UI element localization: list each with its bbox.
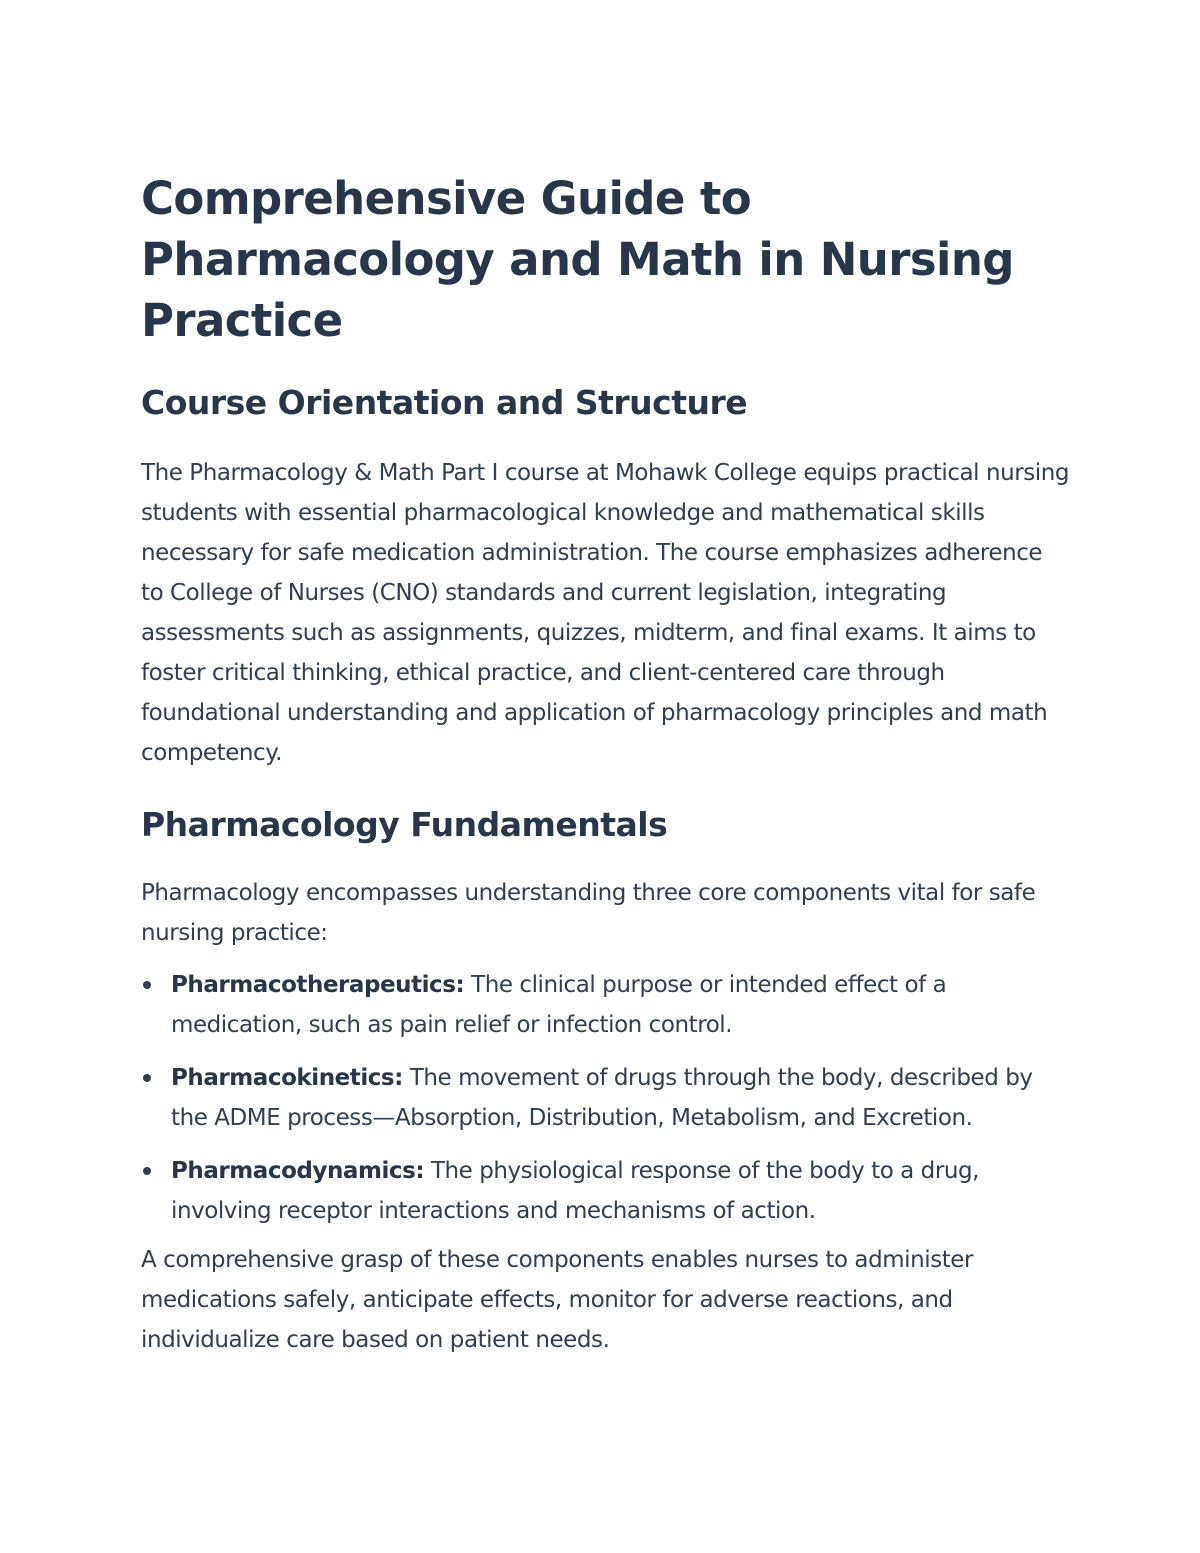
list-item-pharmacokinetics (141, 1058, 1071, 1138)
bullet-icon (143, 1167, 151, 1175)
bullet-icon (143, 981, 151, 989)
list-item-pharmacotherapeutics (141, 965, 1071, 1045)
list-item-term: Pharmacokinetics: (171, 1065, 403, 1091)
list-item-text: The physiological response of the body to a drug, involving receptor interactions and mechanisms of action. (171, 1158, 979, 1224)
pharmacology-components-list (141, 965, 1071, 1231)
bullet-icon (143, 1074, 151, 1082)
pharmacology-intro-paragraph: Pharmacology encompasses understanding three core components vital for safe nursing practice: (141, 880, 1036, 946)
course-orientation-paragraph: The Pharmacology & Math Part I course at Mohawk College equips practical nursing students with essential pharmacological knowledge and mathematical skills necessary for safe medication administration. The course emphasizes adherence to College of Nurses (CNO) standards and current legislation, integrating assessments such as assignments, quizzes, midterm, and final exams. It aims to foster critical thinking, ethical practice, and client-centered care through foundational understanding and application of pharmacology principles and math competency. (141, 460, 1069, 766)
pharmacology-closing-paragraph: A comprehensive grasp of these components enables nurses to administer medications safely, anticipate effects, monitor for adverse reactions, and individualize care based on patient needs. (141, 1247, 973, 1353)
list-item-text: The clinical purpose or intended effect of a medication, such as pain relief or infection control. (171, 972, 947, 1038)
list-item-term: Pharmacodynamics: (171, 1158, 425, 1184)
section-heading-course-orientation: Course Orientation and Structure (141, 383, 748, 422)
document-title: Comprehensive Guide to Pharmacology and Math in Nursing Practice (141, 172, 1014, 347)
list-item-term: Pharmacotherapeutics: (171, 972, 465, 998)
list-item-text: The movement of drugs through the body, described by the ADME process—Absorption, Distribution, Metabolism, and Excretion. (171, 1065, 1033, 1131)
list-item-pharmacodynamics (141, 1151, 1071, 1231)
section-heading-pharmacology-fundamentals: Pharmacology Fundamentals (141, 805, 668, 844)
document-page (141, 168, 1071, 1360)
